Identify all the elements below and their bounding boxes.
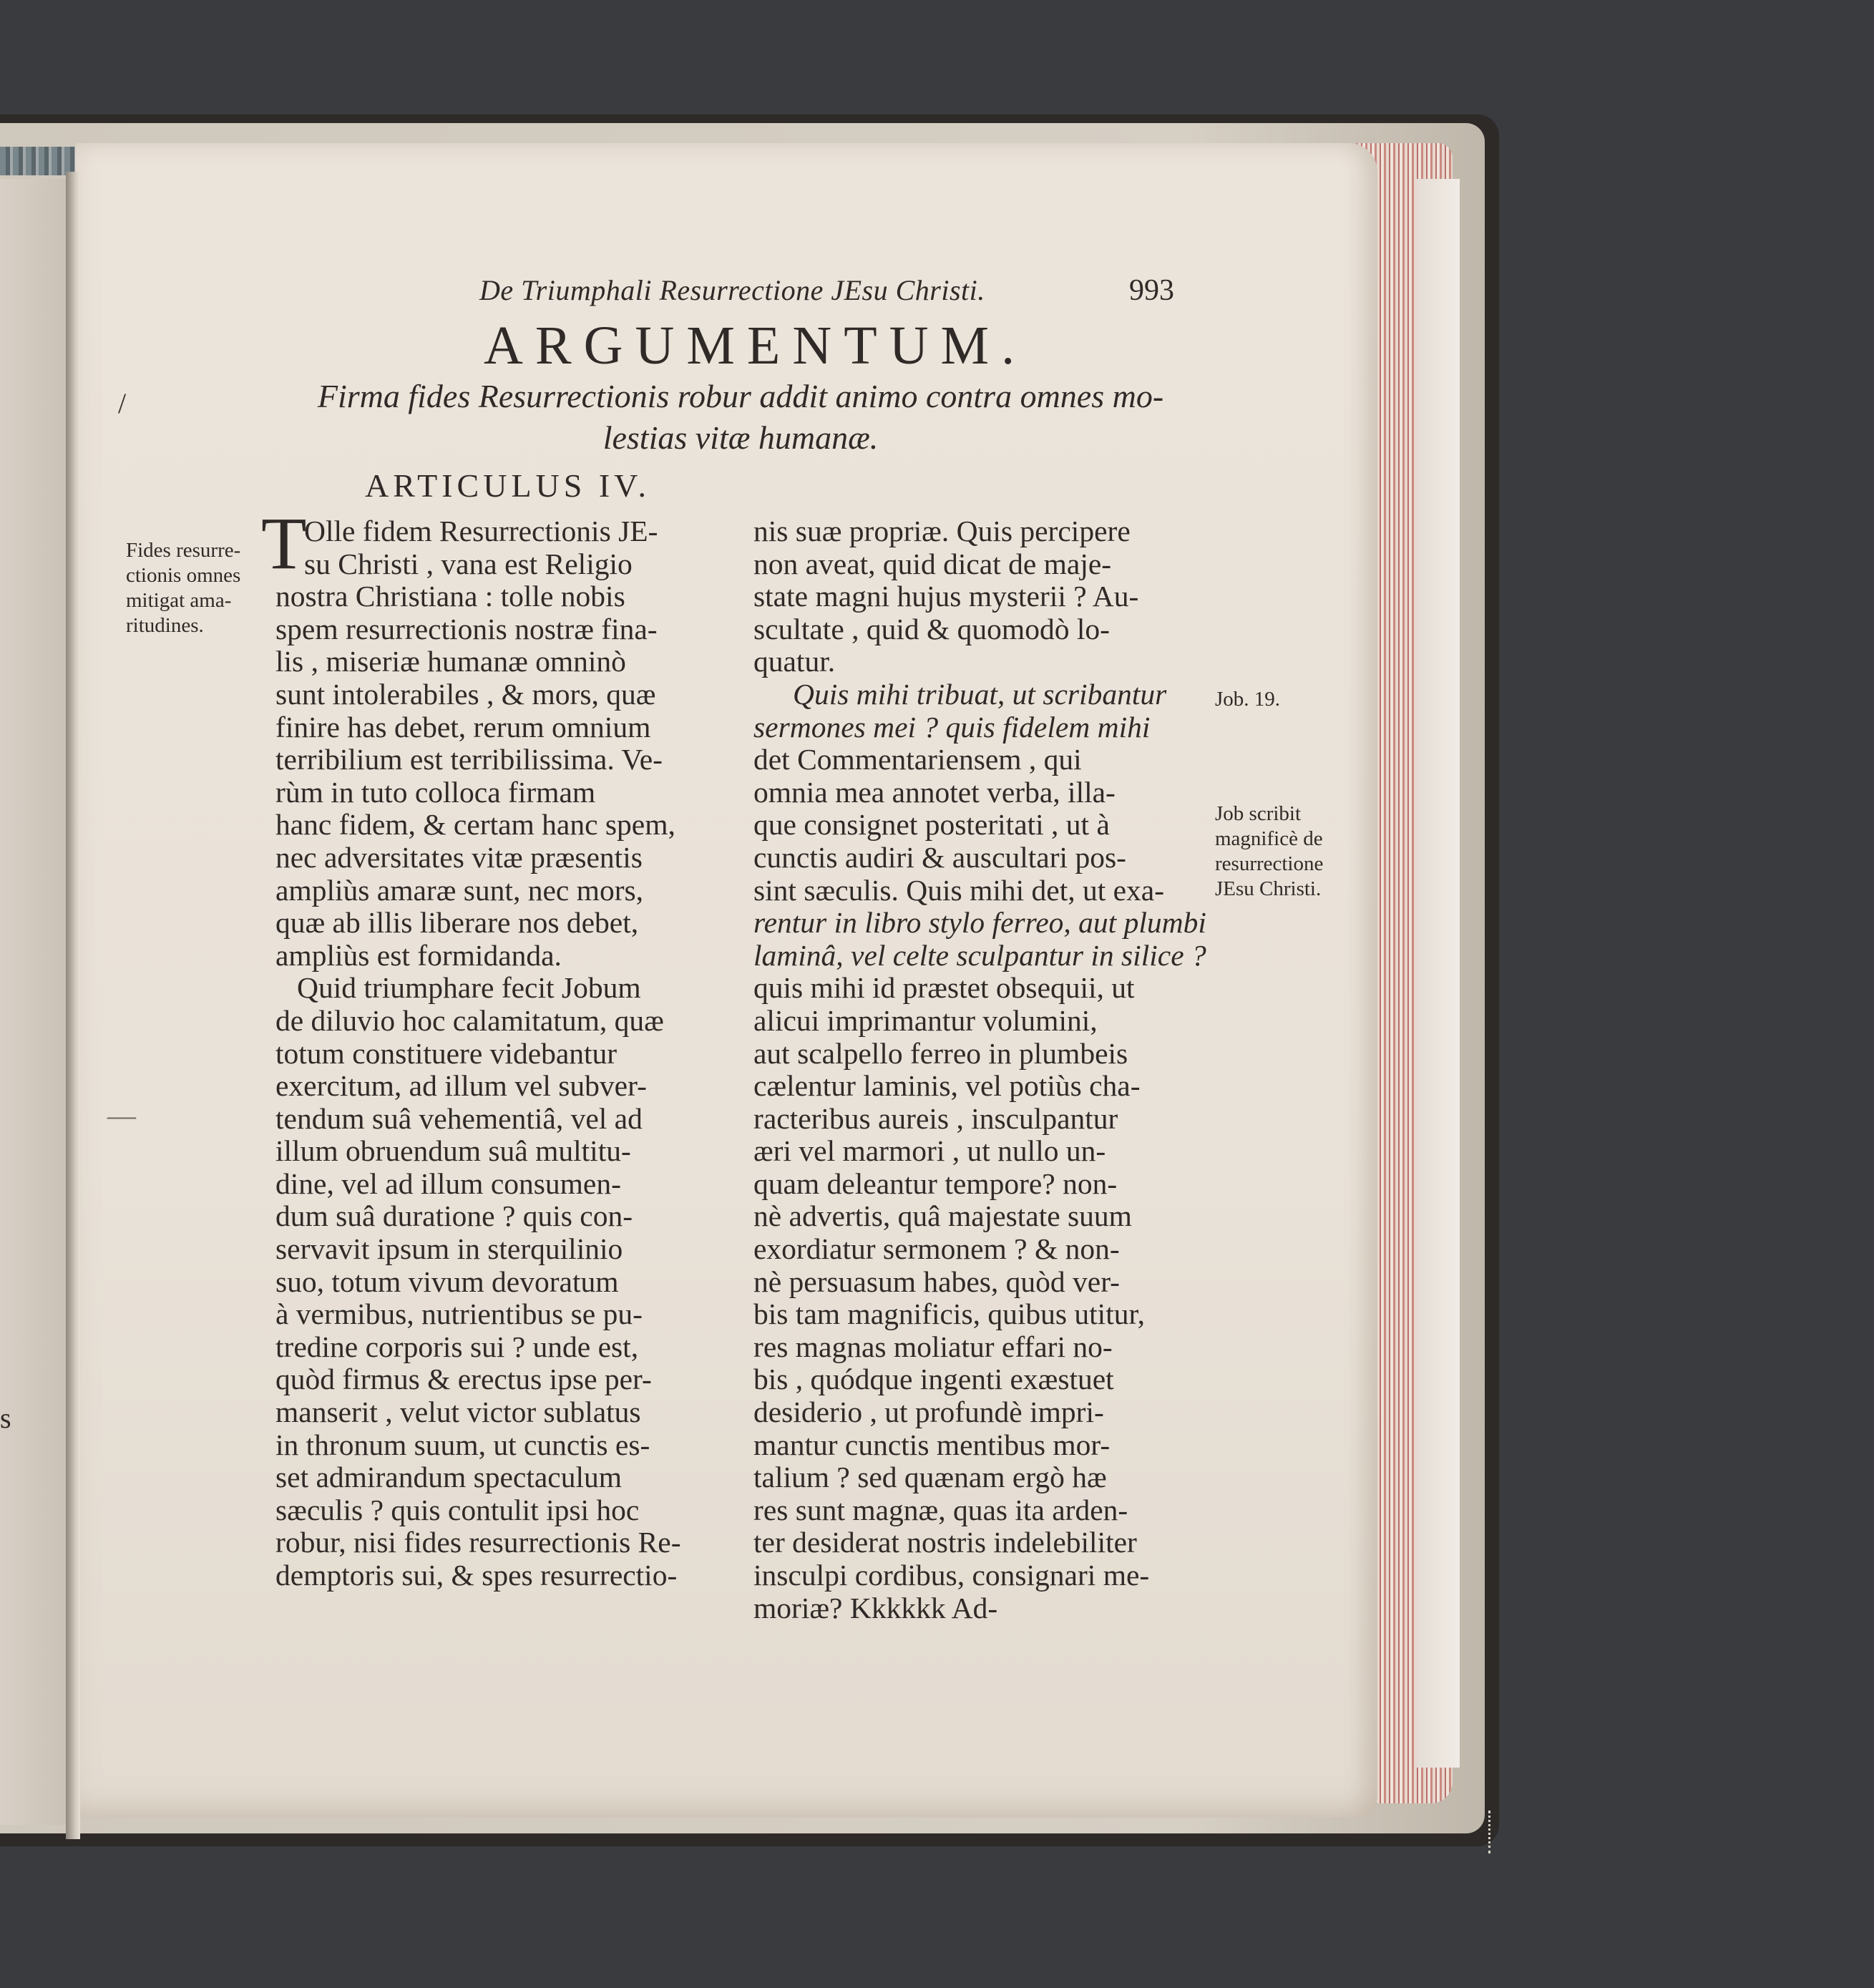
argument-subtitle [268, 376, 1213, 459]
text-line: nis suæ propriæ. Quis percipere [753, 515, 1131, 547]
margin-note-line: ctionis omnes [126, 564, 241, 587]
text-line: de diluvio hoc calamitatum, quæ [275, 1003, 664, 1037]
text-line: servavit ipsum in sterquilinio [275, 1232, 623, 1266]
margin-note-line: Fides resurre- [126, 539, 241, 562]
text-line: desiderio , ut profundè impri- [753, 1395, 1104, 1429]
edge-letter-mark: s [0, 1402, 11, 1434]
text-line: nec adversitates vitæ præsentis [275, 840, 643, 874]
text-line: lis , miseriæ humanæ omninò [275, 645, 626, 678]
margin-note-line: mitigat ama- [126, 589, 232, 612]
quote-line: Quis mihi tribuat, ut scribantur [793, 677, 1167, 711]
margin-note-line: Job scribit [1215, 802, 1302, 825]
page-edges-light [1417, 179, 1460, 1768]
right-text-column [753, 515, 1206, 1624]
text-line: res sunt magnæ, quas ita arden- [753, 1493, 1128, 1526]
ribbon-threads [1488, 1811, 1533, 1853]
subtitle-line: Firma fides Resurrectionis robur addit animo contra omnes mo- [317, 378, 1164, 414]
text-line: aut scalpello ferreo in plumbeis [753, 1036, 1128, 1070]
text-line: alicui imprimantur volumini, [753, 1003, 1098, 1037]
margin-note-line: ritudines. [126, 614, 204, 637]
text-line: non aveat, quid dicat de maje- [753, 547, 1112, 580]
text-line: manserit , velut victor sublatus [275, 1395, 641, 1429]
text-line: mantur cunctis mentibus mor- [753, 1428, 1111, 1461]
text-line: nè advertis, quâ majestate suum [753, 1199, 1132, 1233]
margin-note-line: magnificè de [1215, 827, 1323, 850]
text-line: finire has debet, rerum omnium [275, 710, 651, 744]
text-line: suo, totum vivum devoratum [275, 1265, 619, 1298]
text-line: tendum suâ vehementiâ, vel ad [275, 1101, 643, 1135]
text-line: bis tam magnificis, quibus utitur, [753, 1297, 1146, 1331]
drop-cap: T [261, 502, 307, 585]
margin-note-line: JEsu Christi. [1215, 877, 1322, 900]
text-line: quam deleantur tempore? non- [753, 1166, 1118, 1200]
text-line: terribilium est terribilissima. Ve- [275, 743, 663, 776]
text-line: state magni hujus mysterii ? Au- [753, 580, 1139, 613]
running-head-title: De Triumphali Resurrectione JEsu Christi. [479, 274, 985, 306]
section-heading: ARGUMENTUM. [484, 316, 1028, 376]
left-page-edge [0, 179, 72, 1825]
text-line: æri vel marmori , ut nullo un- [753, 1134, 1106, 1168]
text-line: in thronum suum, ut cunctis es- [275, 1428, 650, 1461]
text-line: spem resurrectionis nostræ fina- [275, 612, 658, 645]
text-line: omnia mea annotet verba, illa- [753, 775, 1116, 809]
quote-line: sermones mei ? quis fidelem mihi [753, 710, 1151, 744]
text-line: res magnas moliatur effari no- [753, 1330, 1113, 1363]
text-line: sæculis ? quis contulit ipsi hoc [275, 1493, 640, 1526]
page-number: 993 [1129, 274, 1174, 307]
text-line: sint sæculis. Quis mihi det, ut exa- [753, 873, 1165, 907]
text-line: quis mihi id præstet obsequii, ut [753, 971, 1135, 1005]
text-line: nostra Christiana : tolle nobis [275, 580, 625, 613]
text-line: que consignet posteritati , ut à [753, 808, 1110, 842]
text-line: insculpi cordibus, consignari me- [753, 1559, 1150, 1592]
quote-line: rentur in libro stylo ferreo, aut plumbi [753, 906, 1206, 940]
right-margin-reference [1215, 687, 1280, 712]
text-line: cælentur laminis, vel potiùs cha- [753, 1069, 1141, 1103]
text-line: bis , quódque ingenti exæstuet [753, 1363, 1114, 1396]
text-line: ter desiderat nostris indelebiliter [753, 1526, 1137, 1559]
text-line: exercitum, ad illum vel subver- [275, 1069, 647, 1103]
left-margin-note [126, 538, 240, 638]
margin-dash-mark: — [107, 1099, 136, 1131]
right-margin-note [1215, 801, 1323, 902]
catchword-line: moriæ? Kkkkkk Ad- [753, 1591, 998, 1624]
margin-reference-line: Job. 19. [1215, 688, 1281, 711]
text-line: talium ? sed quænam ergò hæ [753, 1461, 1107, 1494]
text-line: exordiatur sermonem ? & non- [753, 1232, 1120, 1266]
text-line: à vermibus, nutrientibus se pu- [275, 1297, 643, 1331]
text-line: dum suâ duratione ? quis con- [275, 1199, 633, 1233]
text-line: nè persuasum habes, quòd ver- [753, 1265, 1121, 1298]
text-line: det Commentariensem , qui [753, 743, 1082, 776]
margin-slash-mark: / [118, 387, 127, 419]
text-line: dine, vel ad illum consumen- [275, 1166, 621, 1200]
text-line: su Christi , vana est Religio [304, 547, 633, 580]
text-line: tredine corporis sui ? unde est, [275, 1330, 639, 1363]
text-line: set admirandum spectaculum [275, 1461, 623, 1494]
article-label: ARTICULUS IV. [365, 467, 650, 504]
text-line: Quid triumphare fecit Jobum [297, 971, 641, 1005]
text-line: quæ ab illis liberare nos debet, [275, 906, 639, 940]
text-line: scultate , quid & quomodò lo- [753, 612, 1110, 645]
text-line: sunt intolerabiles , & mors, quæ [275, 677, 656, 711]
text-line: rùm in tuto colloca firmam [275, 775, 596, 809]
text-line: cunctis audiri & auscultari pos- [753, 840, 1126, 874]
text-line: Olle fidem Resurrectionis JE- [304, 515, 658, 547]
left-text-column [275, 515, 719, 1592]
quote-line: laminâ, vel celte sculpantur in silice ? [753, 938, 1206, 972]
text-line: totum constituere videbantur [275, 1036, 618, 1070]
text-line: quatur. [753, 645, 836, 678]
margin-note-line: resurrectione [1215, 852, 1324, 875]
subtitle-line: lestias vitæ humanæ. [602, 419, 879, 456]
text-line: hanc fidem, & certam hanc spem, [275, 808, 675, 842]
text-line: demptoris sui, & spes resurrectio- [275, 1559, 678, 1592]
text-line: illum obruendum suâ multitu- [275, 1134, 631, 1168]
book-gutter [66, 172, 80, 1839]
text-line: ampliùs amaræ sunt, nec mors, [275, 873, 644, 907]
text-line: quòd firmus & erectus ipse per- [275, 1363, 652, 1396]
text-line: robur, nisi fides resurrectionis Re- [275, 1526, 681, 1559]
text-line: racteribus aureis , insculpantur [753, 1101, 1118, 1135]
text-line: ampliùs est formidanda. [275, 938, 562, 972]
